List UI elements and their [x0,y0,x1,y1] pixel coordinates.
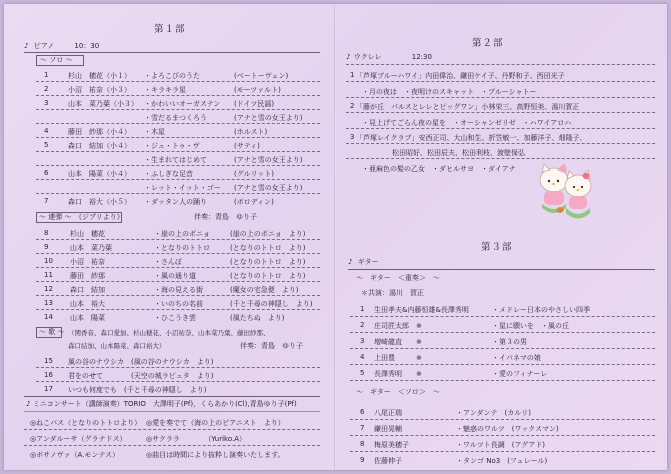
song-title: ・ひこうき雲 [154,314,196,322]
mini-song-right: ◎愛を奏でて（海の上のピアニスト より） [146,419,285,427]
row-divider [346,128,655,129]
row-number: 9 [360,456,365,464]
rendan-row [4,313,334,325]
ukulele-row [336,164,667,176]
song-composer: (ホルスト) [234,128,268,136]
row-number: 7 [44,197,49,205]
row-divider [350,332,655,333]
divider [24,411,320,412]
performer-name: 山本 裕大 [70,300,105,308]
song-title: ・さんぽ [154,258,182,266]
ensemble-label: 〜 ギター ＜重奏＞ 〜 [356,274,440,282]
song-composer: (モーツァルト) [234,86,281,94]
uta-members-line2: 森口結加、山本陽菜、森口裕大） [68,342,166,350]
rendan-accompanist: 伴奏：青島 ゆり子 [194,213,257,221]
song-title: ・かわいいオーガステン [144,100,221,108]
row-number: 2 [350,102,355,110]
song-title: ・生まれてはじめて [144,156,207,164]
ukulele-label: ウクレレ [353,53,382,61]
ensemble-lead: ＊共演：湯川 賀正 [361,289,424,297]
row-number: 10 [44,257,53,265]
ukulele-text: 「芦塚ブルーハワイ」内田偉治、鎌田ケイ子、丹野和子、西田光子 [356,72,565,80]
performer-name: 杉山 穂花（小１） [68,72,131,80]
row-divider [346,112,655,113]
music-note-icon: ♪ [346,53,351,61]
piano-header [24,43,99,50]
row-divider [36,179,320,180]
song-composer: (アナと雪の女王より) [234,184,303,192]
guitar-solo-row [336,456,667,468]
song-title: ・いのちの名前 [154,300,203,308]
row-divider [350,419,655,420]
song-title: ・ダッタン人の踊り [144,198,207,206]
solo-row [4,197,334,209]
performer-name: 鎌田晃輔 [374,425,402,433]
song-source: (となりのトトロ より) [230,258,306,266]
row-number: 12 [44,285,53,293]
performer-name: 庄司匠太郎 ※ [374,322,422,330]
song-title: ・愛のフィナーレ [492,370,548,378]
song-title: ・ジュ・トゥ・ヴ [144,142,200,150]
row-divider [36,193,320,194]
song-composer: (アナと雪の女王より) [234,114,303,122]
performer-name: 藤田 紗那 [70,272,105,280]
song-source: (となりのトトロ より) [230,272,306,280]
mini-song-left: ◎アンダルーサ（グラナドス） [30,435,127,443]
divider [348,269,655,270]
row-divider [350,364,655,365]
song-source: (千と千尋の神隠し より) [230,300,313,308]
row-divider [350,451,655,452]
row-number: 6 [360,408,365,416]
guitar-solo-label: 〜 ギター ＜ソロ＞ 〜 [356,388,440,396]
row-number: 3 [350,133,355,141]
row-divider [36,165,320,166]
piano-label: ピアノ [33,42,55,50]
row-divider [36,367,320,368]
row-divider [24,429,320,430]
row-number: 17 [44,385,53,393]
row-number: 4 [44,127,49,135]
row-number: 1 [360,305,365,313]
song-title: ・魅惑のワルツ (ワックスマン) [456,425,559,433]
divider [346,64,655,65]
program-sheet [4,4,667,470]
mini-concert-header: ♪ ミニコンサート（講師演奏）TORIO 大澤明子(Pf)，くらあかり(Cl),青島ゆり子(Pf) [26,400,297,408]
part1-title: 第１部 [154,24,186,35]
mini-concert-row [4,450,334,462]
ukulele-text: ・見上げてごらん夜の星を ・オーシャンゼリゼ ・ハワイアロハ [362,119,572,127]
performer-name: 小沼 祐奈（小３） [68,86,131,94]
song-composer: (ベートーヴェン) [234,72,289,80]
performer-name: 上田豊 ※ [374,354,422,362]
song-title: ・レット・イット・ゴー [144,184,221,192]
performer-name: 小沼 祐奈 [70,258,105,266]
performer-name: 森口 裕大（小５） [68,198,131,206]
row-number: 1 [44,71,49,79]
song-title: ・キラキラ星 [144,86,186,94]
row-number: 3 [44,99,49,107]
row-number: 16 [44,371,53,379]
performer-name: 山本 陽菜 [70,314,105,322]
solo-label: 〜 ソロ 〜 [40,56,73,64]
song-title: ・木星 [144,128,165,136]
uta-label: 〜 歌 〜 [39,328,65,336]
row-divider [350,435,655,436]
row-divider [36,309,320,310]
row-divider [350,380,655,381]
row-number: 7 [360,424,365,432]
row-divider [350,348,655,349]
divider [24,396,320,397]
performer-name: 山本 菜乃葉 [70,244,112,252]
row-number: 8 [360,440,365,448]
ukulele-text: 「芦塚レイクラブ」安西正司、大山和生、折笠敏一、加藤洋子、畑隆子、 [356,134,587,142]
row-number: 13 [44,299,53,307]
row-number: 2 [360,321,365,329]
song-source: (となりのトトロ より) [230,244,306,252]
divider [24,52,320,53]
row-divider [36,239,320,240]
ukulele-time: 12:30 [411,53,432,61]
row-divider [36,253,320,254]
ukulele-text: ・亜麻色の髪の乙女 ・ダヒルサヨ ・ダイアナ [362,165,516,173]
performer-name: 梅原美穂子 [374,441,409,449]
row-number: 1 [350,71,355,79]
performer-name: 山本 陽菜（小４） [68,170,131,178]
song-title: ・雪だるまつくろう [144,114,207,122]
part2-title: 第２部 [472,38,504,49]
song-title: ・イパネマの娘 [492,354,541,362]
song-composer: (アナと雪の女王より) [234,156,303,164]
song-title: いつも何度でも (千と千尋の神隠し より) [68,386,207,394]
mini-song-right: ◎サクララ （Yuriko.A） [146,435,247,443]
music-note-icon: ♪ [348,258,353,266]
song-title: ・海の見える街 [154,286,203,294]
row-divider [36,267,320,268]
right-page [336,4,667,470]
row-divider [24,445,320,446]
song-source: (崖の上のポニョ より) [230,230,306,238]
song-title: ・風の通り道 [154,272,196,280]
song-title: ・タンゴ No3 (フェレール) [456,457,548,465]
row-number: 15 [44,357,53,365]
row-number: 3 [360,337,365,345]
row-divider [346,158,655,159]
row-divider [36,151,320,152]
song-title: 風の谷のナウシカ (風の谷のナウシカ より) [68,358,214,366]
song-title: ・崖の上のポニョ [154,230,210,238]
row-divider [36,381,320,382]
mini-song-left: ◎ねこバス（となりのトトロより） [30,419,142,427]
uta-members-line1: （関香音、森口愛加、杉山穂花、小沼祐奈、山本菜乃葉、藤田紗那、 [68,329,270,337]
song-title: ・星に願いを ・風の丘 [492,322,569,330]
song-title: ・となりのトトロ [154,244,210,252]
row-divider [346,81,655,82]
ukulele-text: 「藤が丘 パルスとレレとピッグワン」小林栄三、高野恒美、湯川賀正 [356,103,580,111]
performer-name: 森口 結加（小４） [68,142,131,150]
row-number: 6 [44,169,49,177]
song-title: 君をのせて (天空の城ラピュタ より) [68,372,214,380]
row-number: 4 [360,353,365,361]
row-divider [36,123,320,124]
song-composer: (グルリット) [234,170,274,178]
row-number: 14 [44,313,53,321]
song-title: ・第３の男 [492,338,527,346]
song-composer: (サティ) [234,142,260,150]
mini-song-left: ◎ボサノヴァ（A.モンテス） [30,451,120,459]
rendan-label: 〜 連弾 〜 《ジブリより》 [39,213,124,221]
song-source: (風たちぬ より) [230,314,285,322]
song-title: ・アンダンテ (カルリ) [456,409,531,417]
song-composer: (ドイツ民謡) [234,100,275,108]
performer-name: 八尾正瑞 [374,409,402,417]
row-number: 8 [44,229,49,237]
row-number: 2 [44,85,49,93]
row-divider [350,316,655,317]
performer-name: 長澤秀明 ※ [374,370,422,378]
row-divider [36,81,320,82]
performer-name: 杉山 穂花 [70,230,105,238]
piano-time: 10：30 [74,42,100,50]
performer-name: 藤田 紗那（小４） [68,128,131,136]
performer-name: 生田孝夫&内藤恒雄&長澤秀明 [374,306,469,314]
kitty-illustration [536,162,596,226]
performer-name: 佐藤伸子 [374,457,402,465]
row-divider [36,295,320,296]
row-divider [36,137,320,138]
song-source: (魔女の宅急便 より) [230,286,299,294]
mini-song-right: ◎曲目は時間により抜粋し演奏いたします。 [146,451,285,459]
song-composer: (ボロディン) [234,198,274,206]
song-title: ・ふしぎな足音 [144,170,193,178]
performer-name: 山本 菜乃葉（小３） [68,100,138,108]
ukulele-header [346,54,432,61]
row-divider [346,97,655,98]
song-title: ・メドレー日本のやさしい四季 [492,306,590,314]
row-number: 5 [360,369,365,377]
guitar-label: ギター [357,258,379,266]
music-note-icon: ♪ [24,42,29,50]
row-number: 11 [44,271,53,279]
row-divider [36,281,320,282]
row-divider [36,109,320,110]
row-divider [36,95,320,96]
left-page [4,4,334,470]
row-divider [346,143,655,144]
row-number: 5 [44,141,49,149]
performer-name: 森口 結加 [70,286,105,294]
part3-title: 第３部 [481,242,513,253]
song-title: ・ワルツト長調 (アグアド) [456,441,546,449]
performer-name: 増崎龍直 ※ [374,338,422,346]
ukulele-text: 松田昭好、松田辰夫、松田利枝、渡壁保弘 [392,149,525,157]
row-number: 9 [44,243,49,251]
uta-accompanist: 伴奏：青島 ゆり子 [240,342,303,350]
ukulele-text: ・月の夜は ・夜明けのスキャット ・ブルーシャトー [362,88,537,96]
song-title: ・よろこびのうた [144,72,200,80]
guitar-header [348,259,379,266]
